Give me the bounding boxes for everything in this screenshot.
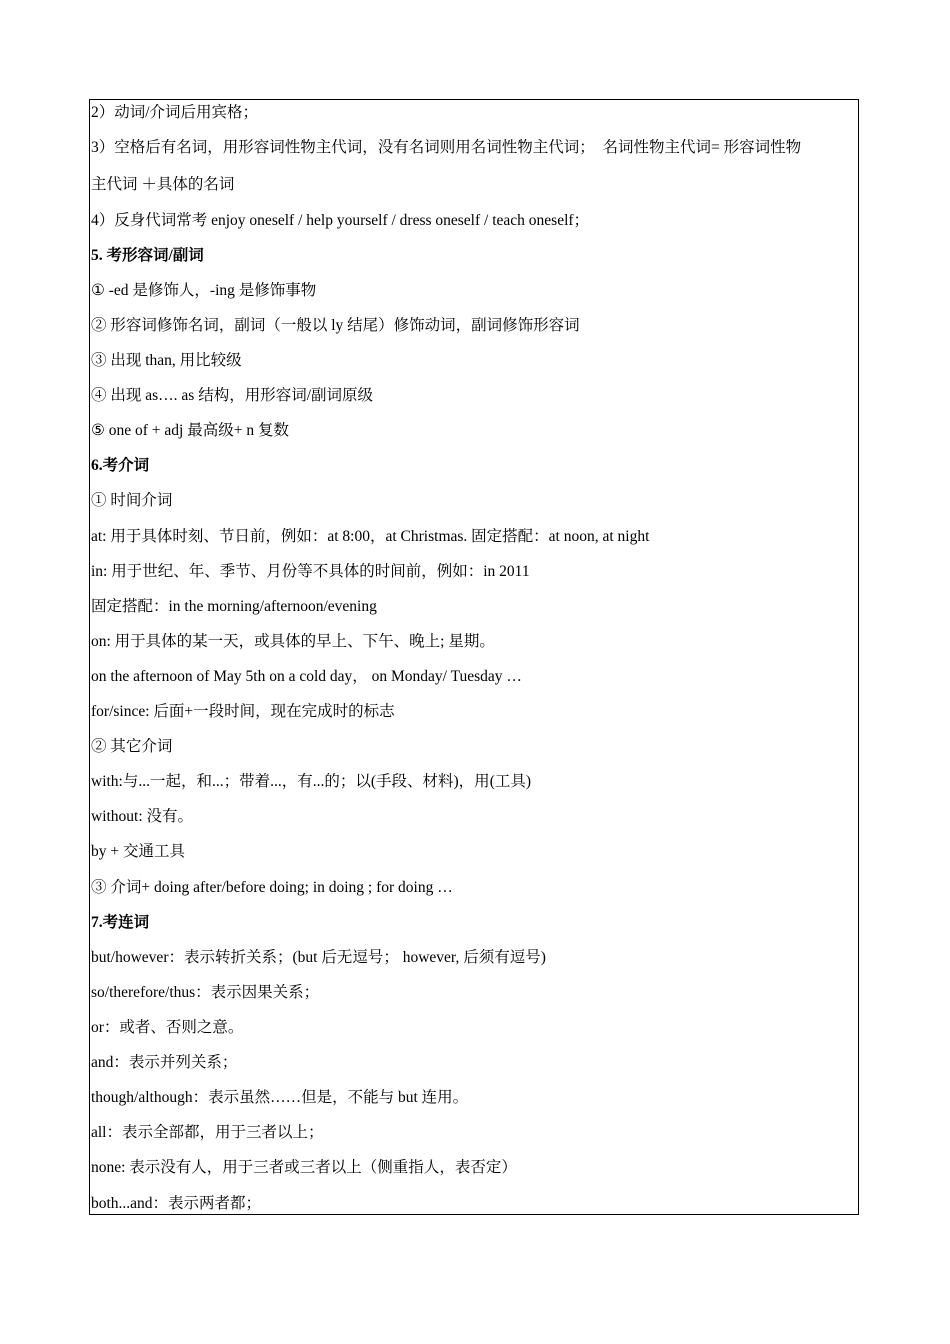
text-line: ⑤ one of + adj 最高级+ n 复数	[91, 422, 289, 439]
text-line: on: 用于具体的某一天，或具体的早上、下午、晚上; 星期。	[91, 633, 495, 650]
text-line: ③ 出现 than, 用比较级	[91, 352, 242, 369]
text-line: ① -ed 是修饰人，-ing 是修饰事物	[91, 282, 317, 299]
text-line: though/although：表示虽然……但是，不能与 but 连用。	[91, 1089, 469, 1106]
section-heading: 7.考连词	[91, 914, 150, 931]
text-line: 主代词 ＋具体的名词	[91, 176, 235, 193]
text-line: by + 交通工具	[91, 843, 185, 860]
text-line: but/however：表示转折关系；(but 后无逗号； however, 后须有逗号)	[91, 949, 546, 966]
section-heading: 6.考介词	[91, 457, 150, 474]
content-table-cell	[89, 99, 859, 1215]
text-line: with:与...一起，和...；带着...，有...的；以(手段、材料)，用(工具)	[91, 773, 532, 790]
text-line: without: 没有。	[91, 808, 194, 825]
text-line: and：表示并列关系；	[91, 1054, 238, 1071]
text-line: ② 其它介词	[91, 738, 173, 755]
text-line: both...and：表示两者都；	[91, 1195, 262, 1212]
text-line: ① 时间介词	[91, 492, 173, 509]
text-line: for/since: 后面+一段时间，现在完成时的标志	[91, 703, 395, 720]
text-line: 3）空格后有名词，用形容词性物主代词，没有名词则用名词性物主代词； 名词性物主代词= 形容词性物	[91, 139, 802, 156]
text-line: none: 表示没有人，用于三者或三者以上（侧重指人，表否定）	[91, 1159, 517, 1176]
text-line: on the afternoon of May 5th on a cold day， on Monday/ Tuesday …	[91, 668, 522, 685]
text-line: or：或者、否则之意。	[91, 1019, 244, 1036]
section-heading: 5. 考形容词/副词	[91, 247, 204, 264]
text-line: so/therefore/thus：表示因果关系；	[91, 984, 320, 1001]
text-line: all：表示全部都，用于三者以上；	[91, 1124, 324, 1141]
text-line: 固定搭配：in the morning/afternoon/evening	[91, 598, 377, 615]
text-line: ② 形容词修饰名词，副词（一般以 ly 结尾）修饰动词，副词修饰形容词	[91, 317, 580, 334]
text-line: in: 用于世纪、年、季节、月份等不具体的时间前，例如：in 2011	[91, 563, 530, 580]
text-line: 2）动词/介词后用宾格；	[91, 104, 259, 121]
text-line: at: 用于具体时刻、节日前，例如：at 8:00，at Christmas. 固定搭配：at noon, at night	[91, 528, 650, 545]
text-line: ④ 出现 as…. as 结构，用形容词/副词原级	[91, 387, 374, 404]
text-line: ③ 介词+ doing after/before doing; in doing ; for doing …	[91, 879, 453, 896]
text-line: 4）反身代词常考 enjoy oneself / help yourself / dress oneself / teach oneself；	[91, 212, 590, 229]
